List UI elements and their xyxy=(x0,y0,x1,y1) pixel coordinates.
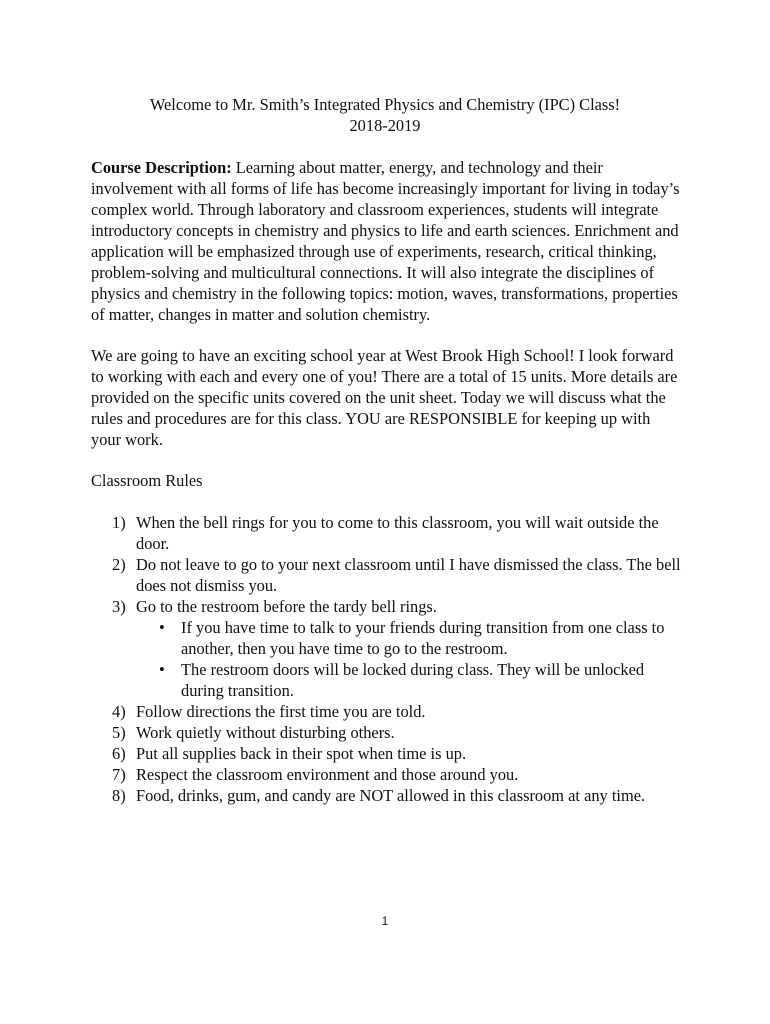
page-number: 1 xyxy=(381,914,389,928)
rule-number: 2) xyxy=(112,555,126,574)
rule-number: 3) xyxy=(112,597,126,616)
rule-item xyxy=(91,764,681,785)
rule-text: Follow directions the first time you are told. xyxy=(136,702,426,721)
rule-number: 8) xyxy=(112,786,126,805)
rule-text: Work quietly without disturbing others. xyxy=(136,723,395,742)
rule-item xyxy=(91,785,681,806)
rule-number: 6) xyxy=(112,744,126,763)
rule-text: Go to the restroom before the tardy bell rings. xyxy=(136,597,437,616)
rule-item xyxy=(91,743,681,764)
bullet-icon: • xyxy=(159,660,165,679)
rule-text: Food, drinks, gum, and candy are NOT allowed in this classroom at any time. xyxy=(136,786,646,805)
rules-list xyxy=(91,512,681,806)
sub-bullet-text: The restroom doors will be locked during class. They will be unlocked during transition. xyxy=(181,660,645,700)
rule-3-sublist xyxy=(136,617,681,701)
rule-number: 5) xyxy=(112,723,126,742)
rules-heading: Classroom Rules xyxy=(91,471,203,490)
rule-number: 4) xyxy=(112,702,126,721)
course-description-text: Learning about matter, energy, and technology and their involvement with all forms of life has become increasingly important for living in today’s complex world. Through laboratory and classroom experiences, students will integrate introductory concepts in chemistry and physics to life and earth sciences. Enrichment and application will be emphasized through use of experiments, research, critical thinking, problem-solving and multicultural connections. It will also integrate the disciplines of physics and chemistry in the following topics: motion, waves, transformations, properties of matter, changes in matter and solution chemistry. xyxy=(91,158,680,324)
course-description-label: Course Description: xyxy=(91,158,232,177)
bullet-icon: • xyxy=(159,618,165,637)
rule-item xyxy=(91,722,681,743)
rule-text: Put all supplies back in their spot when time is up. xyxy=(136,744,467,763)
sub-bullet-item xyxy=(91,659,681,701)
rule-number: 1) xyxy=(112,513,126,532)
document-body xyxy=(91,157,681,806)
sub-bullet-item xyxy=(91,617,681,659)
rule-text: Do not leave to go to your next classroom until I have dismissed the class. The bell does not dismiss you. xyxy=(136,555,681,595)
title-line-1: Welcome to Mr. Smith’s Integrated Physics and Chemistry (IPC) Class! xyxy=(149,95,621,114)
rule-item xyxy=(91,701,681,722)
rule-item xyxy=(91,554,681,596)
rule-item xyxy=(91,596,681,701)
title-line-2: 2018-2019 xyxy=(349,116,421,135)
sub-bullet-text: If you have time to talk to your friends during transition from one class to another, then you have time to go to the restroom. xyxy=(181,618,665,658)
course-description-paragraph xyxy=(91,157,681,325)
rule-item xyxy=(91,512,681,554)
welcome-paragraph: We are going to have an exciting school year at West Brook High School! I look forward to working with each and every one of you! There are a total of 15 units. More details are provided on the specific units covered on the unit sheet. Today we will discuss what the rules and procedures are for this class. YOU are RESPONSIBLE for keeping up with your work. xyxy=(91,346,678,449)
rule-text: Respect the classroom environment and those around you. xyxy=(136,765,519,784)
document-title xyxy=(0,94,770,136)
rule-number: 7) xyxy=(112,765,126,784)
rule-text: When the bell rings for you to come to this classroom, you will wait outside the door. xyxy=(136,513,659,553)
